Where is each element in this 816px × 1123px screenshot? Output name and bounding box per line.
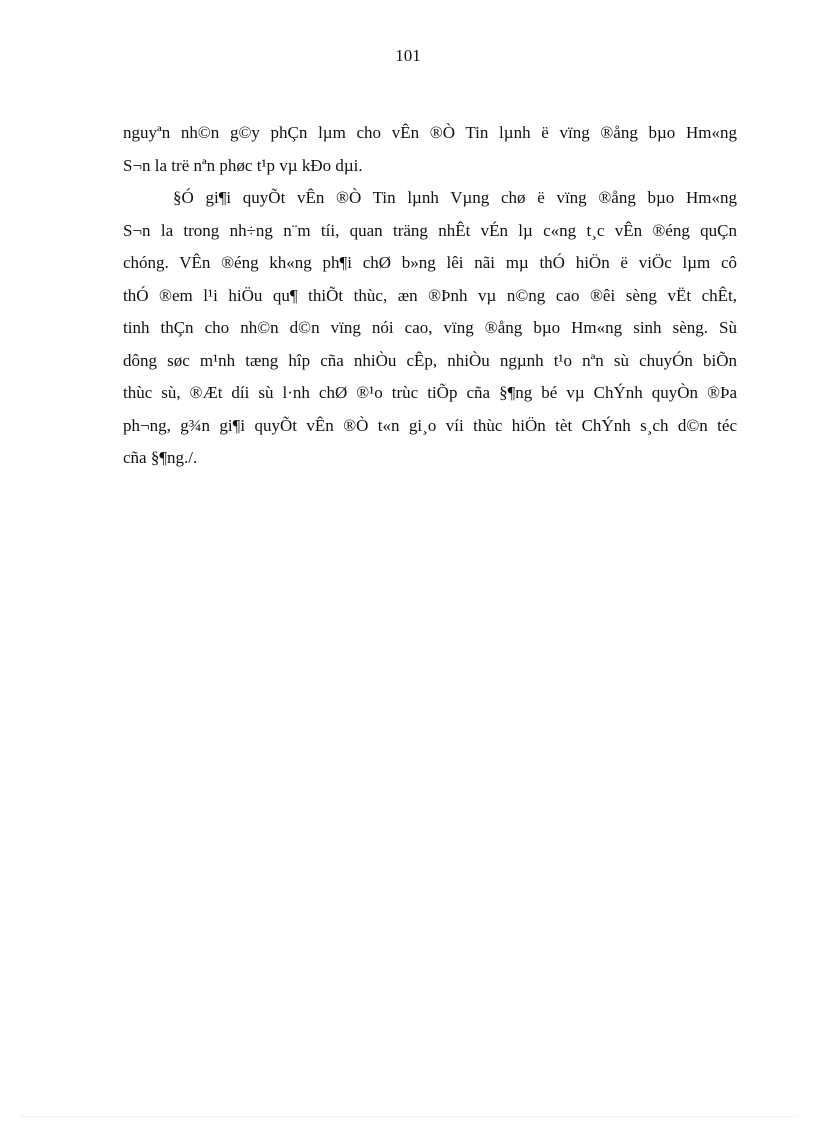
- text-line: chóng. VÊn ®éng kh«ng ph¶i chØ b»ng lêi nãi mµ thÓ hiÖn ë viÖc lµm cô: [123, 253, 737, 272]
- paragraph-1: [123, 117, 737, 182]
- page-bottom-divider: [20, 1116, 796, 1117]
- text-line: cña §¶ng./.: [123, 448, 198, 467]
- body-text: [123, 117, 737, 475]
- paragraph-2: [123, 182, 737, 475]
- text-line: ph¬ng, g¾n gi¶i quyÕt vÊn ®Ò t«n gi¸o víi thùc hiÖn tèt ChÝnh s¸ch d©n téc: [123, 415, 737, 435]
- text-line: dông søc m¹nh tæng hîp cña nhiÒu cÊp, nhiÒu ngµnh t¹o nªn sù chuyÓn biÕn: [123, 350, 737, 370]
- text-line: nguyªn nh©n g©y phÇn lµm cho vÊn ®Ò Tin lµnh ë vïng ®ång bµo Hm«ng: [123, 123, 737, 142]
- text-line: §Ó gi¶i quyÕt vÊn ®Ò Tin lµnh Vµng chø ë vïng ®ång bµo Hm«ng: [173, 188, 737, 207]
- page-number: 101: [395, 46, 421, 65]
- text-line: S¬n la trë nªn phøc t¹p vµ kÐo dµi.: [123, 155, 363, 175]
- text-line: thÓ ®em l¹i hiÖu qu¶ thiÕt thùc, æn ®Þnh vµ n©ng cao ®êi sèng vËt chÊt,: [123, 285, 737, 305]
- text-line: S¬n la trong nh÷ng n¨m tíi, quan träng nhÊt vÉn lµ c«ng t¸c vÊn ®éng quÇn: [123, 220, 737, 240]
- text-line: tinh thÇn cho nh©n d©n vïng nói cao, vïng ®ång bµo Hm«ng sinh sèng. Sù: [123, 318, 737, 337]
- text-line: thùc sù, ®Æt díi sù l·nh chØ ®¹o trùc tiÕp cña §¶ng bé vµ ChÝnh quyÒn ®Þa: [123, 383, 737, 402]
